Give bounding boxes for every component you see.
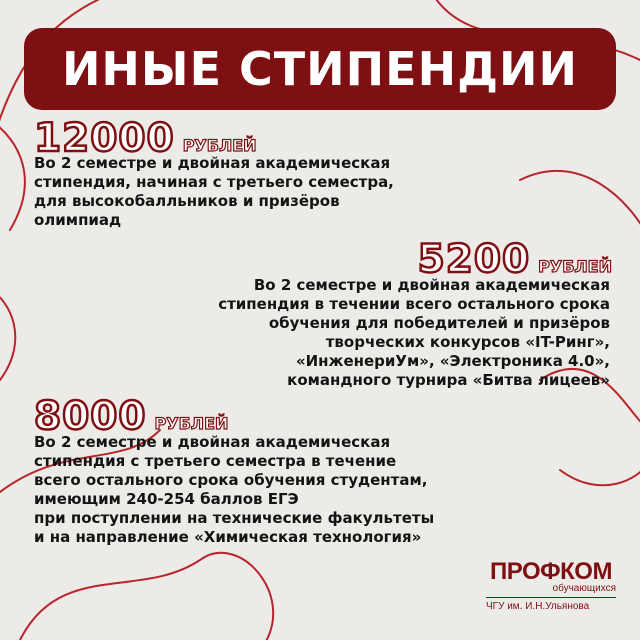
logo-divider: [486, 597, 616, 598]
description-line: олимпиад: [34, 211, 122, 229]
description-line: «ИнженериУм», «Электроника 4.0»,: [295, 352, 610, 370]
page-title: ИНЫЕ СТИПЕНДИИ: [61, 42, 579, 96]
description-line: имеющим 240-254 баллов ЕГЭ: [34, 490, 299, 508]
amount-unit: РУБЛЕЙ: [538, 257, 612, 276]
scholarship-description-12000: [34, 154, 394, 230]
description-line: стипендия с третьего семестра в течение: [34, 452, 397, 470]
description-line: стипендия, начиная с третьего семестра,: [34, 173, 394, 191]
description-line: командного турнира «Битва лицеев»: [287, 371, 610, 389]
logo-subtitle: обучающихся: [552, 583, 616, 594]
description-line: всего остального срока обучения студентам,: [34, 471, 428, 489]
amount-unit: РУБЛЕЙ: [182, 136, 257, 155]
scholarship-description-5200: [218, 276, 610, 390]
description-line: творческих конкурсов «IT-Ринг»,: [325, 333, 610, 351]
amount-value: 12000: [34, 116, 175, 161]
description-line: стипендия в течении всего остального срока: [218, 295, 610, 313]
logo-name: ПРОФКОМ: [490, 558, 612, 585]
amount-unit: РУБЛЕЙ: [154, 414, 229, 433]
description-line: обучения для победителей и призёров: [268, 314, 610, 332]
description-line: при поступлении на технические факультеты: [34, 509, 435, 527]
profkom-logo: [486, 560, 616, 612]
logo-organization: ЧГУ им. И.Н.Ульянова: [486, 601, 590, 612]
amount-value: 5200: [417, 237, 531, 282]
description-line: для высокобалльников и призёров: [34, 192, 340, 210]
description-line: и на направление «Химическая технология»: [34, 528, 422, 546]
description-line: Во 2 семестре и двойная академическая: [253, 276, 610, 294]
title-banner: [24, 28, 616, 110]
description-line: Во 2 семестре и двойная академическая: [34, 154, 391, 172]
amount-value: 8000: [34, 394, 147, 439]
description-line: Во 2 семестре и двойная академическая: [34, 433, 391, 451]
scholarship-description-8000: [34, 433, 434, 547]
